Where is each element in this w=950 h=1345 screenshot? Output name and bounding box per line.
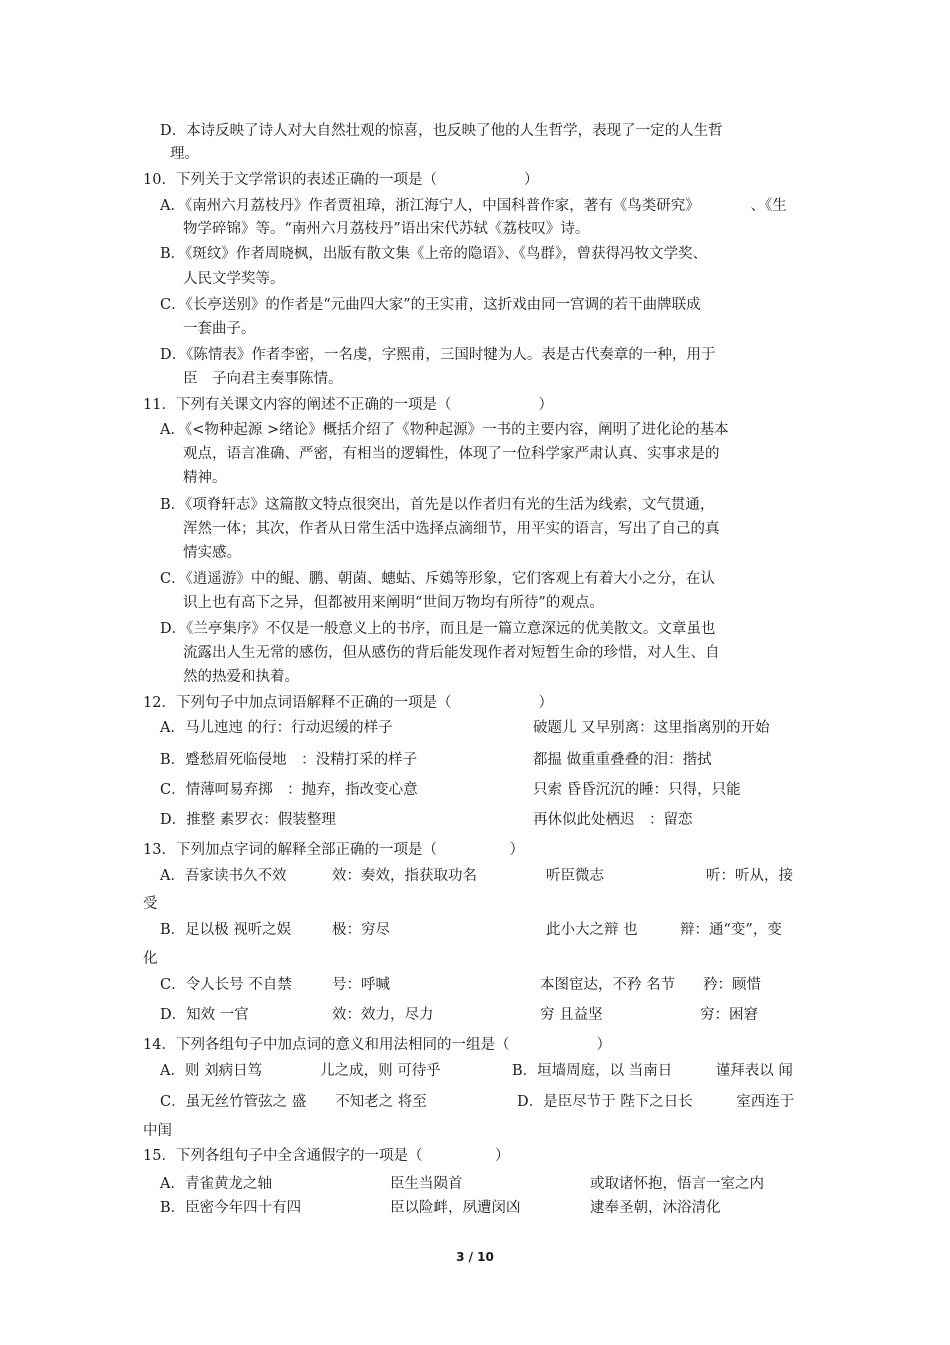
q11-option-d-line1: D．《兰亭集序》不仅是一般意义上的书序，而且是一篇立意深远的优美散文。文章虽也	[160, 621, 716, 637]
q13-option-a-col4: 听：听从，接	[706, 868, 793, 884]
q10-option-d-line2: 臣 子向君主奏事陈情。	[183, 371, 343, 387]
q9-option-d-line2: 理。	[170, 146, 199, 162]
q14-option-a: A．则 刘病日笃 儿之成，则 可待乎	[160, 1063, 441, 1079]
q13-option-c-col4: 矜：顾惜	[703, 977, 761, 993]
q13-option-c-col3: 本图宦达，不矜 名节	[540, 977, 676, 993]
q15-option-a-col2: 臣生当陨首	[390, 1176, 463, 1192]
q13-option-c-col2: 号：呼喊	[332, 977, 390, 993]
q11-option-a-line2: 观点，语言准确、严密，有相当的逻辑性，体现了一位科学家严肃认真、实事求是的	[183, 446, 720, 462]
q13-option-b-col1: B．足以极 视听之娱	[160, 922, 292, 938]
q15-stem: 15．下列各组句子中全含通假字的一项是（ ）	[143, 1148, 510, 1164]
q13-stem: 13．下列加点字词的解释全部正确的一项是（ ）	[143, 842, 524, 858]
q13-option-a-col1: A．吾家读书久不效	[160, 868, 287, 884]
q11-option-c-line2: 识上也有高下之异，但都被用来阐明“世间万物均有所待”的观点。	[183, 595, 604, 611]
q13-option-b-col3: 此小大之辩 也	[546, 922, 638, 938]
q13-option-a-wrap: 受	[143, 896, 158, 912]
q12-option-d-left: D．推整 素罗衣：假装整理	[160, 812, 336, 828]
q15-option-b-col2: 臣以险衅，夙遭闵凶	[390, 1200, 521, 1216]
q11-option-b-line2: 浑然一体；其次，作者从日常生活中选择点滴细节，用平实的语言，写出了自己的真	[183, 521, 720, 537]
q11-stem: 11．下列有关课文内容的阐述不正确的一项是（ ）	[143, 397, 553, 413]
q11-option-b-line1: B．《项脊轩志》这篇散文特点很突出，首先是以作者归有光的生活为线索，文气贯通，	[160, 497, 715, 513]
q10-option-a-line1: A．《南州六月荔枝丹》作者贾祖璋，浙江海宁人，中国科普作家，著有《鸟类研究》 、《生	[160, 198, 787, 214]
q13-option-d-col2: 效：效力，尽力	[332, 1007, 434, 1023]
q15-option-a-col1: A．青雀黄龙之轴	[160, 1176, 272, 1192]
q11-option-b-line3: 情实感。	[183, 545, 241, 561]
q12-option-c-right: 只索 昏昏沉沉的睡：只得，只能	[533, 782, 741, 798]
q12-option-a-left: A．马儿迍迍 的行：行动迟缓的样子	[160, 720, 393, 736]
q15-option-a-col3: 或取诸怀抱，悟言一室之内	[590, 1176, 764, 1192]
q11-option-a-line3: 精神。	[183, 470, 227, 486]
q13-option-a-col3: 听臣微志	[546, 868, 604, 884]
q13-option-b-wrap: 化	[143, 951, 158, 967]
q14-stem: 14．下列各组句子中加点词的意义和用法相同的一组是（ ）	[143, 1037, 611, 1053]
q10-option-b-line1: B．《斑纹》作者周晓枫，出版有散文集《上帝的隐语》、《鸟群》，曾获得冯牧文学奖、	[160, 246, 708, 262]
q12-option-c-left: C．情薄呵易弃掷 ：抛弃，指改变心意	[160, 782, 418, 798]
q10-option-b-line2: 人民文学奖等。	[183, 271, 285, 287]
q10-stem: 10．下列关于文学常识的表述正确的一项是（ ）	[143, 172, 539, 188]
q13-option-d-col3: 穷 且益坚	[540, 1007, 603, 1023]
q11-option-d-line3: 然的热爱和执着。	[183, 669, 299, 685]
q12-stem: 12．下列句子中加点词语解释不正确的一项是（ ）	[143, 695, 553, 711]
q13-option-d-col1: D．知效 一官	[160, 1007, 249, 1023]
q12-option-b-left: B．蹙愁眉死临侵地 ：没精打采的样子	[160, 752, 418, 768]
q15-option-b-col3: 逮奉圣朝，沐浴清化	[590, 1200, 721, 1216]
q14-option-c: C．虽无丝竹管弦之 盛 不知老之 将至	[160, 1094, 427, 1110]
q13-option-d-col4: 穷：困窘	[700, 1007, 758, 1023]
q12-option-b-right: 都揾 做重重叠叠的泪：揩拭	[533, 752, 712, 768]
q12-option-a-right: 破题儿 又早别离：这里指离别的开始	[533, 720, 770, 736]
q14-option-d: D．是臣尽节于 陛下之日长 室西连于	[517, 1094, 795, 1110]
q11-option-a-line1: A．《<物种起源 >绪论》概括介绍了《物种起源》一书的主要内容，阐明了进化论的基本	[160, 422, 729, 438]
q9-option-d-line1: D．本诗反映了诗人对大自然壮观的惊喜，也反映了他的人生哲学，表现了一定的人生哲	[160, 123, 723, 139]
q14-option-d-wrap: 中闺	[143, 1123, 172, 1139]
q11-option-d-line2: 流露出人生无常的感伤，但从感伤的背后能发现作者对短暂生命的珍惜，对人生、自	[183, 645, 720, 661]
q10-option-d-line1: D．《陈情表》作者李密，一名虔，字熙甫，三国时犍为人。表是古代奏章的一种，用于	[160, 347, 716, 363]
q12-option-d-right: 再休似此处栖迟 ：留恋	[533, 812, 693, 828]
q13-option-a-col2: 效：奏效，指获取功名	[332, 868, 477, 884]
q13-option-b-col2: 极：穷尽	[332, 922, 390, 938]
q10-option-a-line2: 物学碎锦》等。“南州六月荔枝丹”语出宋代苏轼《荔枝叹》诗。	[183, 221, 590, 237]
q13-option-b-col4: 辩：通“变”，变	[680, 922, 782, 938]
q13-option-c-col1: C．令人长号 不自禁	[160, 977, 292, 993]
q11-option-c-line1: C．《逍遥游》中的鲲、鹏、朝菌、蟪蛄、斥鴳等形象，它们客观上有着大小之分，在认	[160, 571, 715, 587]
page-number: 3 / 10	[456, 1250, 494, 1264]
q10-option-c-line1: C．《长亭送别》的作者是“元曲四大家”的王实甫，这折戏由同一宫调的若干曲牌联成	[160, 297, 701, 313]
q10-option-c-line2: 一套曲子。	[183, 321, 256, 337]
q15-option-b-col1: B．臣密今年四十有四	[160, 1200, 302, 1216]
q14-option-b: B．垣墙周庭，以 当南日 谨拜表以 闻	[512, 1063, 793, 1079]
